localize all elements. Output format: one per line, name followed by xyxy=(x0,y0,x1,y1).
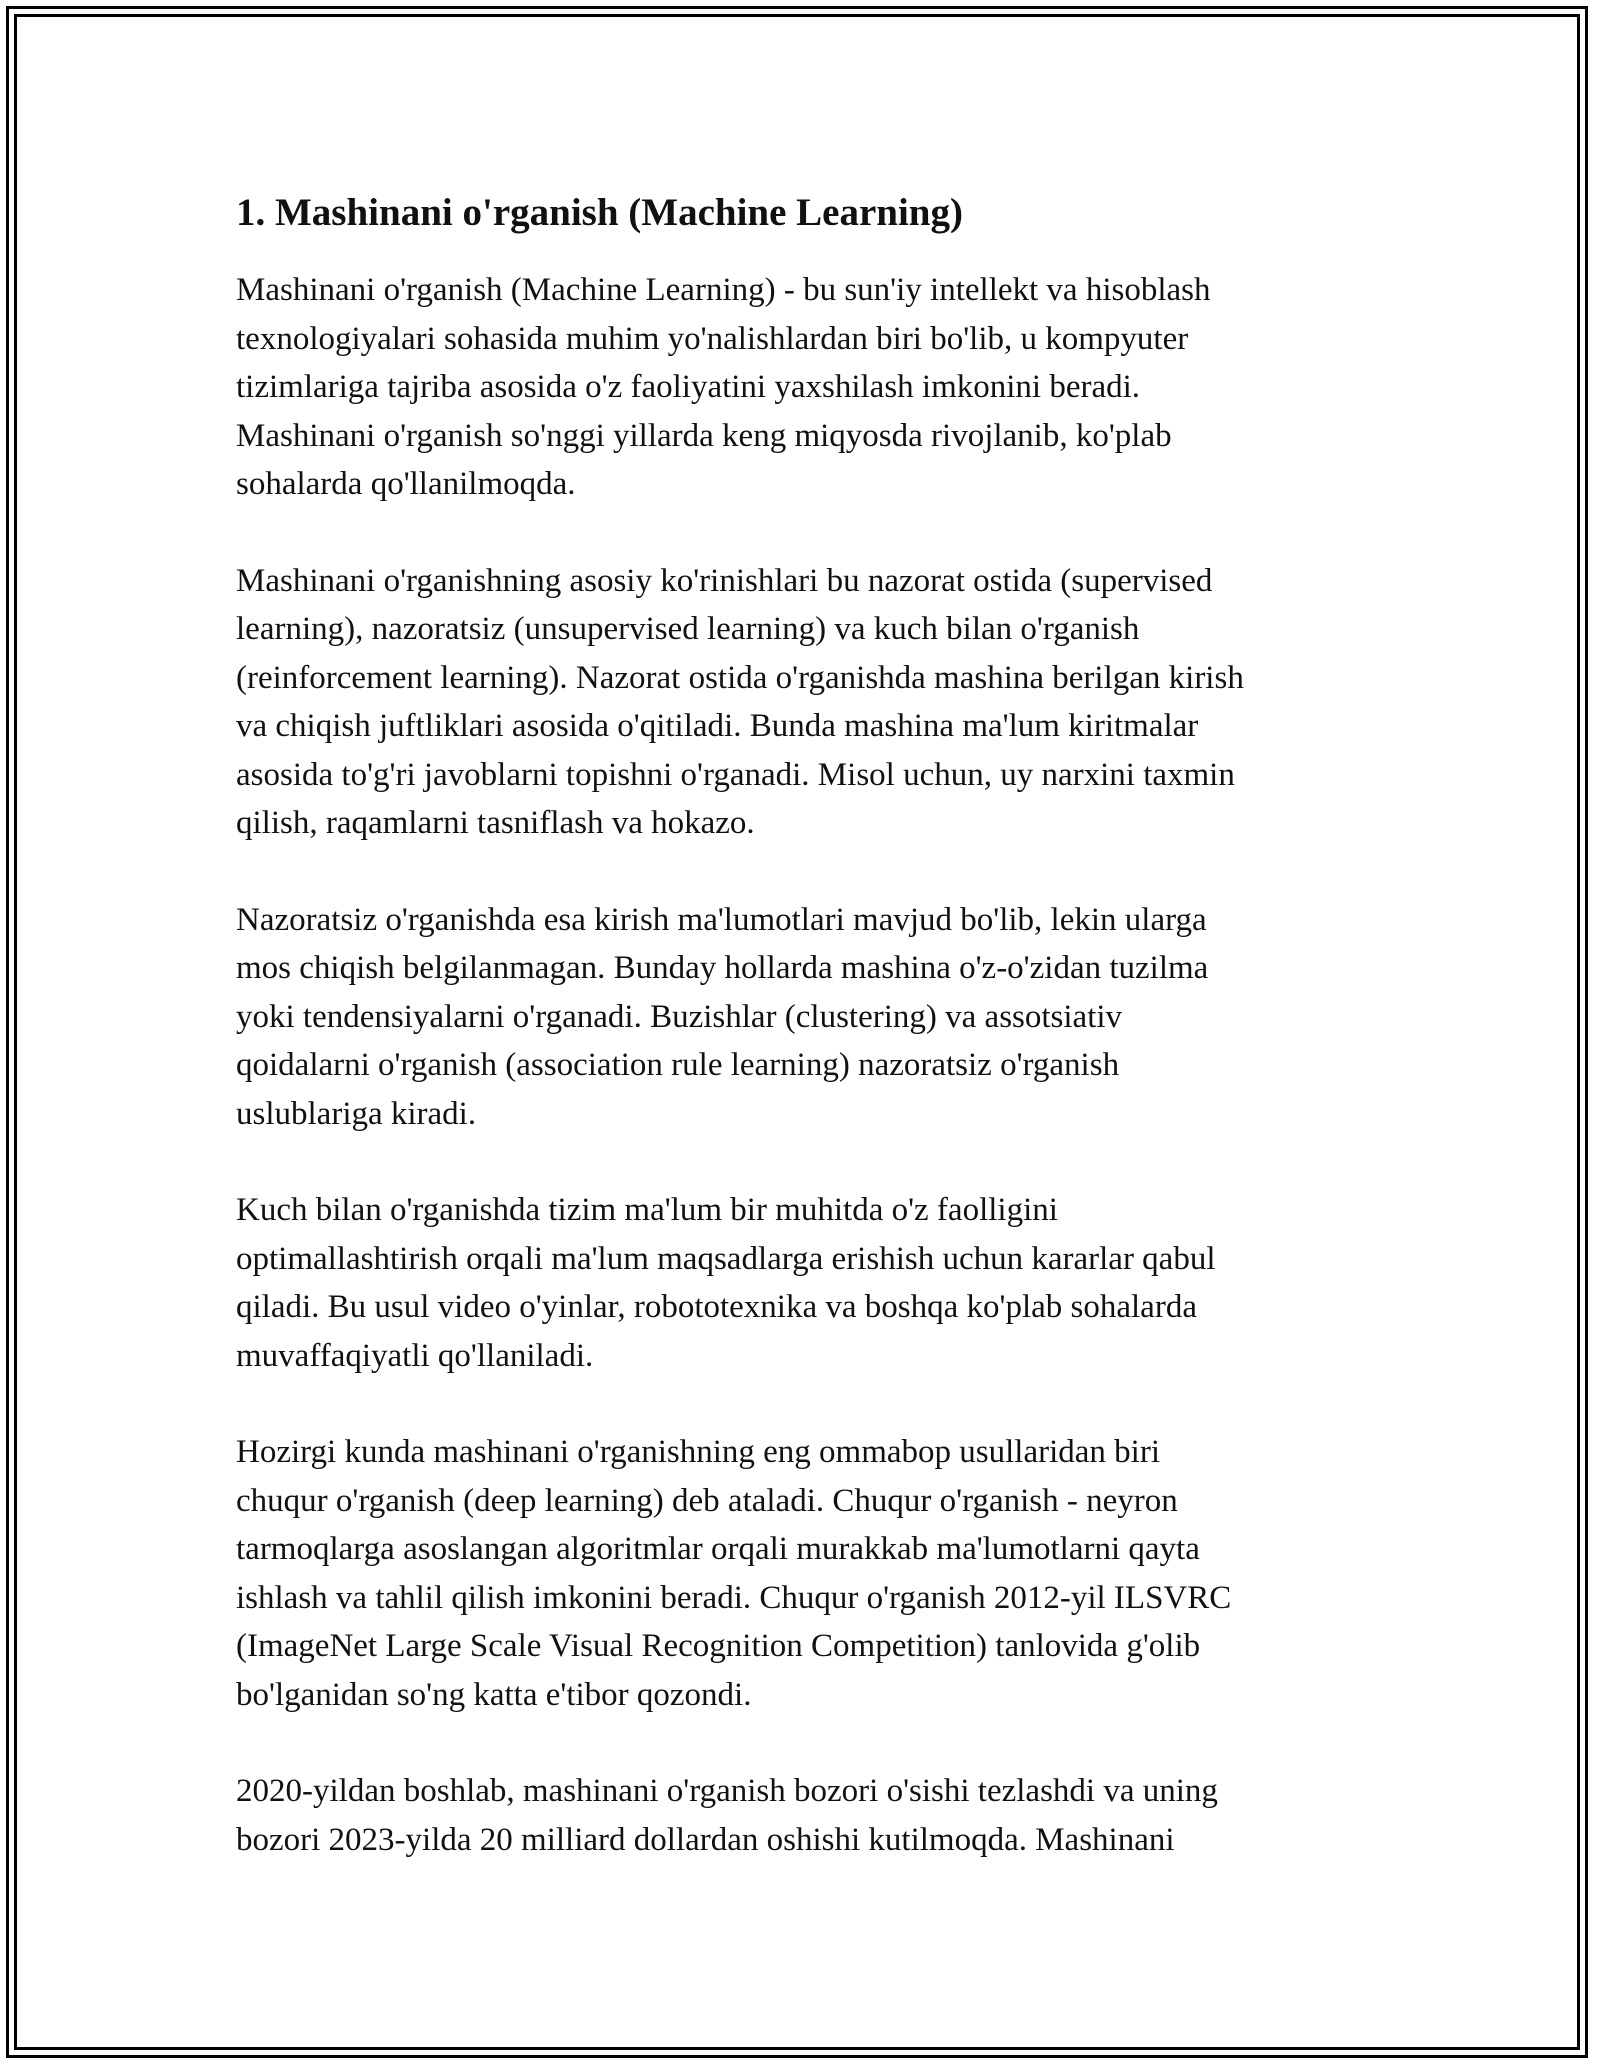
paragraph-intro: Mashinani o'rganish (Machine Learning) - bu sun'iy intellekt va hisoblash texnologiyalari sohasida muhim yo'nalishlardan biri bo'lib, u kompyuter tizimlariga tajriba asosida o'z faoliyatini yaxshilash imkonini beradi. Mashinani o'rganish so'nggi yillarda keng miqyosda rivojlanib, ko'plab sohalarda qo'llanilmoqda. xyxy=(236,272,1211,502)
paragraph-types: Mashinani o'rganishning asosiy ko'rinishlari bu nazorat ostida (supervised learning), nazoratsiz (unsupervised learning) va kuch bilan o'rganish (reinforcement learning). Nazorat ostida o'rganishda mashina berilgan kirish va chiqish juftliklari asosida o'qitiladi. Bunda mashina ma'lum kiritmalar asosida to'g'ri javoblarni topishni o'rganadi. Misol uchun, uy narxini taxmin qilish, raqamlarni tasniflash va hokazo. xyxy=(236,562,1244,841)
paragraph-unsupervised: Nazoratsiz o'rganishda esa kirish ma'lumotlari mavjud bo'lib, lekin ularga mos chiqish belgilanmagan. Bunday hollarda mashina o'z-o'zidan tuzilma yoki tendensiyalarni o'rganadi. Buzishlar (clustering) va assotsiativ qoidalarni o'rganish (association rule learning) nazoratsiz o'rganish uslublariga kiradi. xyxy=(236,901,1209,1132)
section-heading: 1. Mashinani o'rganish (Machine Learning) xyxy=(236,191,963,234)
document-body xyxy=(236,184,1386,1912)
paragraph-deep-learning: Hozirgi kunda mashinani o'rganishning eng ommabop usullaridan biri chuqur o'rganish (deep learning) deb ataladi. Chuqur o'rganish - neyron tarmoqlarga asoslangan algoritmlar orqali murakkab ma'lumotlarni qayta ishlash va tahlil qilish imkonini beradi. Chuqur o'rganish 2012-yil ILSVRC (ImageNet Large Scale Visual Recognition Competition) tanlovida g'olib bo'lganidan so'ng katta e'tibor qozondi. xyxy=(236,1434,1232,1713)
paragraph-market: 2020-yildan boshlab, mashinani o'rganish bozori o'sishi tezlashdi va uning bozori 2023-yilda 20 milliard dollardan oshishi kutilmoqda. Mashinani xyxy=(236,1773,1218,1858)
paragraph-reinforcement: Kuch bilan o'rganishda tizim ma'lum bir muhitda o'z faolligini optimallashtirish orqali ma'lum maqsadlarga erishish uchun kararlar qabul qiladi. Bu usul video o'yinlar, robototexnika va boshqa ko'plab sohalarda muvaffaqiyatli qo'llaniladi. xyxy=(236,1192,1216,1374)
